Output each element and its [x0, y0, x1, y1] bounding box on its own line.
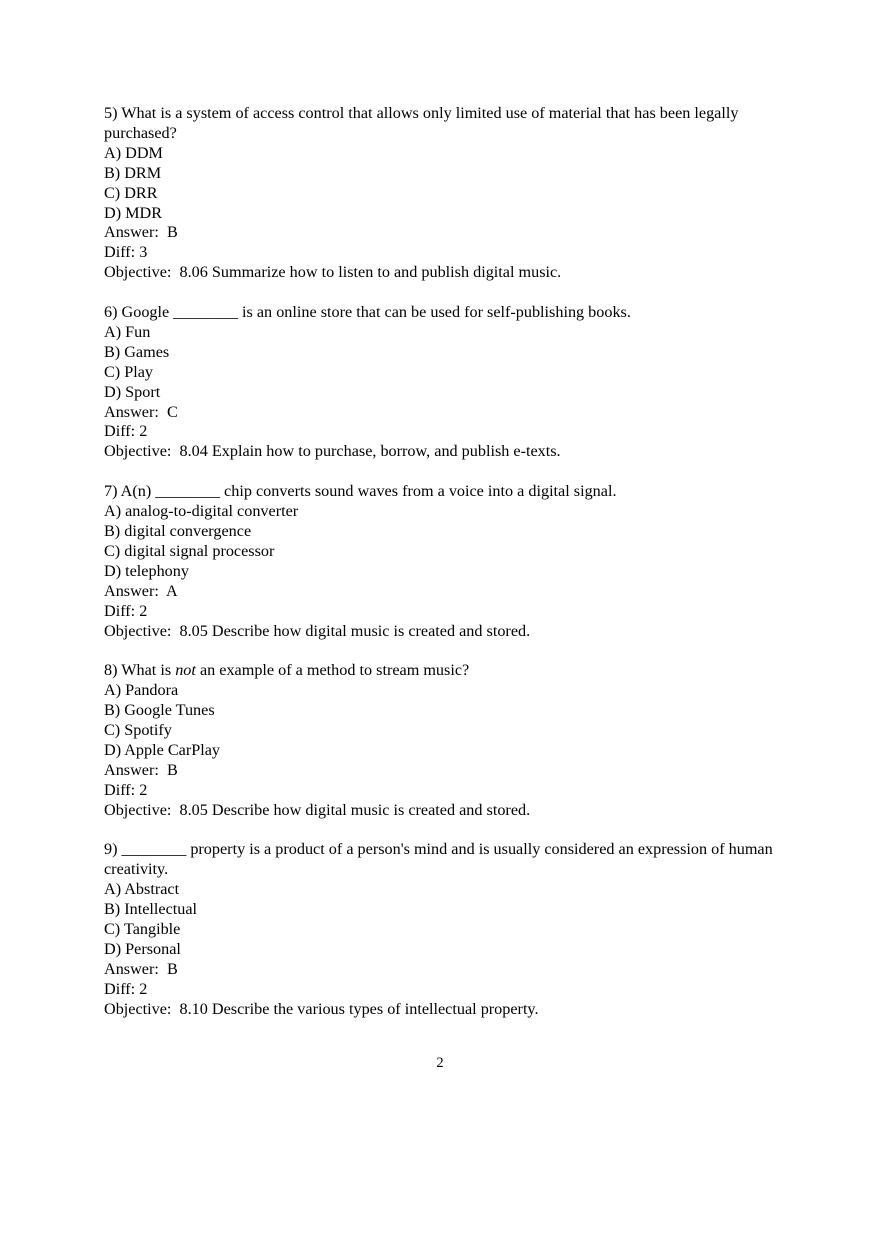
learning-objective: Objective: 8.10 Describe the various types of intellectual property.: [104, 999, 539, 1018]
question-number: 8): [104, 661, 118, 680]
question-number: 7): [104, 482, 118, 501]
answer-option: D) Apple CarPlay: [104, 740, 220, 759]
answer-option: C) Spotify: [104, 721, 172, 740]
difficulty-level: Diff: 2: [104, 601, 148, 620]
answer-option: A) Pandora: [104, 681, 179, 700]
question-number: 5): [104, 104, 118, 122]
answer-option: D) Personal: [104, 940, 181, 958]
difficulty-level: Diff: 2: [104, 979, 148, 998]
question-block: [104, 840, 784, 1019]
question-block: [104, 303, 784, 462]
answer-key: Answer: B: [104, 760, 178, 779]
answer-option: A) Abstract: [104, 880, 180, 899]
answer-option: D) telephony: [104, 561, 189, 580]
question-block: [104, 104, 784, 283]
question-stem: [104, 482, 784, 502]
answer-option: A) analog-to-digital converter: [104, 502, 299, 521]
question-stem-text: Google ________ is an online store that can be used for self-publishing books.: [121, 303, 631, 322]
question-stem: [104, 840, 784, 880]
answer-option: C) Tangible: [104, 920, 181, 939]
question-stem: [104, 303, 784, 323]
question-number: 6): [104, 303, 118, 322]
answer-option: B) Intellectual: [104, 900, 198, 919]
question-stem: [104, 104, 784, 144]
answer-option: D) Sport: [104, 382, 161, 401]
question-stem-text: What is: [121, 661, 176, 680]
answer-option: D) MDR: [104, 203, 163, 222]
document-page: [104, 104, 784, 1040]
question-stem-text: ________ property is a product of a person's mind and is usually considered an expression of human creativity.: [104, 840, 773, 879]
difficulty-level: Diff: 2: [104, 780, 148, 799]
answer-option: C) Play: [104, 362, 154, 381]
answer-option: C) digital signal processor: [104, 541, 275, 560]
answer-option: B) DRM: [104, 163, 162, 182]
answer-option: B) Games: [104, 342, 170, 361]
learning-objective: Objective: 8.05 Describe how digital music is created and stored.: [104, 621, 531, 640]
learning-objective: Objective: 8.04 Explain how to purchase, borrow, and publish e-texts.: [104, 442, 561, 461]
answer-option: B) Google Tunes: [104, 701, 215, 720]
learning-objective: Objective: 8.05 Describe how digital music is created and stored.: [104, 800, 531, 819]
page-number: 2: [436, 1055, 444, 1071]
difficulty-level: Diff: 2: [104, 422, 148, 441]
answer-key: Answer: B: [104, 959, 178, 978]
question-number: 9): [104, 840, 118, 859]
answer-key: Answer: B: [104, 223, 178, 242]
question-block: [104, 661, 784, 820]
question-stem: [104, 661, 784, 681]
question-stem-text: A(n) ________ chip converts sound waves from a voice into a digital signal.: [120, 482, 617, 501]
question-list: [104, 104, 784, 1020]
answer-option: A) DDM: [104, 143, 163, 162]
question-stem-text: an example of a method to stream music?: [195, 661, 470, 680]
question-stem-text: What is a system of access control that allows only limited use of material that has been legally purchased?: [104, 104, 739, 142]
answer-key: Answer: C: [104, 402, 178, 421]
answer-option: A) Fun: [104, 322, 151, 341]
question-stem-emphasis: not: [175, 661, 196, 680]
learning-objective: Objective: 8.06 Summarize how to listen to and publish digital music.: [104, 263, 562, 282]
answer-option: B) digital convergence: [104, 522, 252, 540]
answer-key: Answer: A: [104, 581, 178, 600]
answer-option: C) DRR: [104, 183, 158, 202]
difficulty-level: Diff: 3: [104, 243, 148, 262]
question-block: [104, 482, 784, 641]
